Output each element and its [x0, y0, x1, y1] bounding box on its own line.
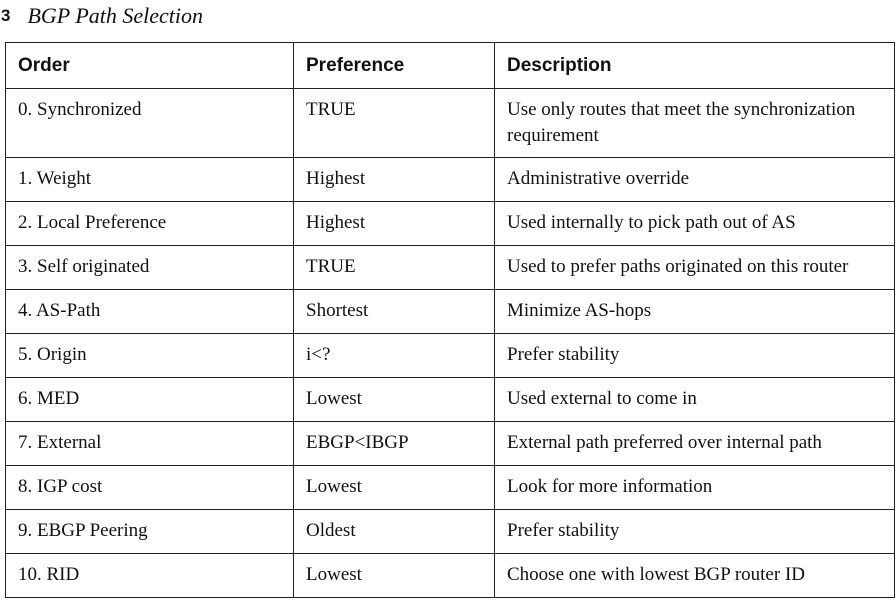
table-row [6, 378, 895, 422]
cell-preference: EBGP<IBGP [294, 422, 495, 466]
header-preference: Preference [294, 43, 495, 89]
cell-description: Choose one with lowest BGP router ID [495, 554, 895, 598]
cell-order: 8. IGP cost [6, 466, 294, 510]
cell-order: 3. Self originated [6, 246, 294, 290]
cell-order: 0. Synchronized [6, 89, 294, 158]
cell-description: Used external to come in [495, 378, 895, 422]
cell-preference: Lowest [294, 466, 495, 510]
cell-description: Use only routes that meet the synchronization requirement [495, 89, 895, 158]
table-row [6, 422, 895, 466]
cell-preference: Oldest [294, 510, 495, 554]
cell-order: 10. RID [6, 554, 294, 598]
header-description: Description [495, 43, 895, 89]
table-row [6, 554, 895, 598]
table-row [6, 158, 895, 202]
cell-description: Administrative override [495, 158, 895, 202]
cell-description: Used to prefer paths originated on this router [495, 246, 895, 290]
cell-preference: i<? [294, 334, 495, 378]
cell-order: 5. Origin [6, 334, 294, 378]
caption-number: 3 [1, 6, 11, 25]
cell-preference: Shortest [294, 290, 495, 334]
cell-order: 1. Weight [6, 158, 294, 202]
table-row [6, 466, 895, 510]
cell-order: 6. MED [6, 378, 294, 422]
table-row [6, 246, 895, 290]
cell-order: 9. EBGP Peering [6, 510, 294, 554]
cell-description: Minimize AS-hops [495, 290, 895, 334]
cell-preference: Lowest [294, 378, 495, 422]
table-row [6, 510, 895, 554]
cell-order: 2. Local Preference [6, 202, 294, 246]
cell-description: Used internally to pick path out of AS [495, 202, 895, 246]
table-row [6, 290, 895, 334]
cell-description: Prefer stability [495, 334, 895, 378]
bgp-path-selection-table [5, 42, 895, 598]
cell-order: 7. External [6, 422, 294, 466]
cell-preference: TRUE [294, 89, 495, 158]
cell-preference: Lowest [294, 554, 495, 598]
table-row [6, 334, 895, 378]
table-row [6, 89, 895, 158]
caption-title: BGP Path Selection [27, 3, 204, 28]
cell-preference: Highest [294, 202, 495, 246]
header-order: Order [6, 43, 294, 89]
cell-order: 4. AS-Path [6, 290, 294, 334]
table-header-row [6, 43, 895, 89]
cell-description: External path preferred over internal path [495, 422, 895, 466]
cell-preference: Highest [294, 158, 495, 202]
cell-description: Look for more information [495, 466, 895, 510]
cell-preference: TRUE [294, 246, 495, 290]
table-row [6, 202, 895, 246]
cell-description: Prefer stability [495, 510, 895, 554]
table-caption [0, 0, 203, 32]
